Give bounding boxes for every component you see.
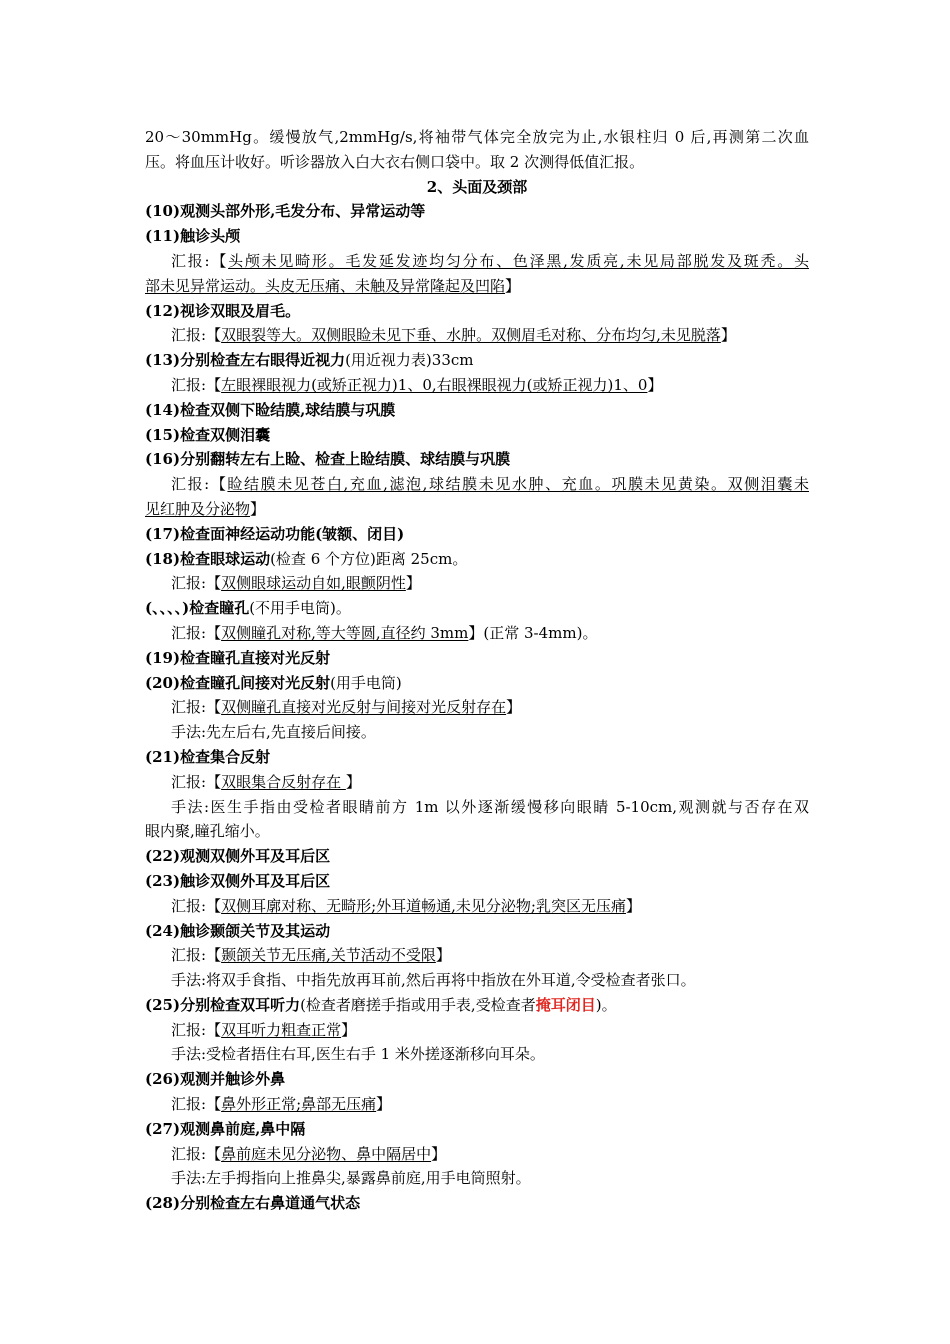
report-text: 双侧瞳孔直接对光反射与间接对光反射存在 (221, 698, 507, 717)
bracket-open: 【 (209, 475, 228, 494)
method-line: 眼内聚,瞳孔缩小。 (145, 822, 270, 841)
item-heading-bold: (25)分别检查双耳听力 (145, 995, 301, 1014)
item-heading: (10)观测头部外形,毛发分布、异常运动等 (145, 202, 426, 221)
report-label: 汇报: (171, 251, 210, 270)
item-heading-bold: (20)检查瞳孔间接对光反射 (145, 673, 331, 692)
report-label: 汇报: (171, 772, 207, 791)
item-heading: (17)检查面神经运动功能(皱额、闭目) (145, 524, 405, 543)
bracket-close: 】 (625, 896, 641, 915)
report-line (145, 770, 809, 795)
report-label: 汇报: (171, 946, 207, 965)
bracket-close: 】 (720, 326, 736, 345)
item-heading: (28)分别检查左右鼻道通气状态 (145, 1194, 361, 1213)
bracket-close: 】 (405, 574, 421, 593)
item-heading: (19)检查瞳孔直接对光反射 (145, 648, 331, 667)
report-label: 汇报: (171, 698, 207, 717)
report-note: (正常 3-4mm)。 (483, 623, 598, 642)
paragraph-line: 20～30mmHg。缓慢放气,2mmHg/s,将袖带气体完全放完为止,水银柱归 0 后,再测第二次血 (145, 128, 809, 146)
report-text: 头颅未见畸形。毛发延发迹均匀分布、色泽黑,发质亮,未见局部脱发及斑秃。头 (228, 251, 809, 270)
item-heading-note: (用手电筒) (330, 673, 402, 692)
item-heading-note: )。 (595, 995, 617, 1014)
report-line (145, 323, 809, 348)
item-heading: (22)观测双侧外耳及耳后区 (145, 847, 331, 866)
item-heading (145, 671, 809, 696)
item-heading (145, 993, 809, 1018)
bracket-open: 【 (206, 1144, 222, 1163)
report-text: 左眼裸眼视力(或矫正视力)1、0,右眼裸眼视力(或矫正视力)1、0 (221, 375, 648, 394)
item-heading-note: (不用手电筒)。 (249, 599, 351, 618)
bracket-open: 【 (206, 1020, 222, 1039)
paragraph-line: 压。将血压计收好。听诊器放入白大衣右侧口袋中。取 2 次测得低值汇报。 (145, 152, 645, 171)
report-line (145, 497, 809, 522)
report-line (145, 695, 809, 720)
item-heading: (21)检查集合反射 (145, 747, 271, 766)
bracket-open: 【 (206, 326, 222, 345)
bracket-close: 】 (468, 623, 484, 642)
report-line (145, 373, 809, 398)
bracket-close: 】 (250, 499, 266, 518)
item-heading-bold: (、、、、)检查瞳孔 (145, 599, 250, 618)
report-text: 鼻前庭未见分泌物、鼻中隔居中 (221, 1144, 432, 1163)
item-heading-note: (检查 6 个方位)距离 25cm。 (270, 549, 468, 568)
bracket-close: 】 (435, 946, 451, 965)
report-line (145, 1092, 809, 1117)
report-text: 睑结膜未见苍白,充血,滤泡,球结膜未见水肿、充血。巩膜未见黄染。双侧泪囊未 (227, 475, 809, 494)
item-heading: (23)触诊双侧外耳及耳后区 (145, 871, 331, 890)
bracket-close: 】 (647, 375, 663, 394)
bracket-open: 【 (206, 698, 222, 717)
item-heading (145, 596, 809, 621)
report-line (145, 1018, 809, 1043)
report-label: 汇报: (171, 623, 207, 642)
bracket-close: 】 (376, 1095, 392, 1114)
bracket-close: 】 (505, 276, 521, 295)
bracket-close: 】 (341, 1020, 357, 1039)
item-heading: (14)检查双侧下睑结膜,球结膜与巩膜 (145, 400, 396, 419)
report-line (145, 943, 809, 968)
bracket-open: 【 (209, 251, 229, 270)
report-text: 双侧眼球运动自如,眼颤阴性 (221, 574, 406, 593)
report-label: 汇报: (171, 896, 207, 915)
item-heading: (11)触诊头颅 (145, 227, 241, 246)
bracket-open: 【 (206, 946, 222, 965)
report-line (145, 274, 809, 299)
report-line (145, 472, 809, 497)
report-line (145, 571, 809, 596)
item-heading-bold: (13)分别检查左右眼得近视力 (145, 351, 346, 370)
item-heading: (26)观测并触诊外鼻 (145, 1070, 286, 1089)
section-title: 2、头面及颈部 (426, 177, 528, 196)
report-label: 汇报: (171, 375, 207, 394)
item-heading-note: (用近视力表)33cm (345, 351, 474, 370)
bracket-close: 】 (431, 1144, 447, 1163)
report-line (145, 894, 809, 919)
bracket-open: 【 (206, 1095, 222, 1114)
report-label: 汇报: (171, 1095, 207, 1114)
item-heading: (24)触诊颞颌关节及其运动 (145, 921, 331, 940)
method-line: 手法:将双手食指、中指先放再耳前,然后再将中指放在外耳道,令受检查者张口。 (171, 971, 696, 990)
report-text: 双眼集合反射存在 (221, 772, 346, 791)
report-text: 见红肿及分泌物 (145, 499, 251, 518)
bracket-close: 】 (345, 772, 361, 791)
item-heading: (16)分别翻转左右上睑、检查上睑结膜、球结膜与巩膜 (145, 450, 511, 469)
report-line (145, 1142, 809, 1167)
report-line (145, 249, 809, 274)
report-text: 双耳听力粗查正常 (221, 1020, 342, 1039)
method-line: 手法:左手拇指向上推鼻尖,暴露鼻前庭,用手电筒照射。 (171, 1169, 531, 1188)
report-text: 颞颌关节无压痛,关节活动不受限 (221, 946, 436, 965)
bracket-open: 【 (206, 772, 222, 791)
item-heading (145, 547, 809, 572)
item-heading: (27)观测鼻前庭,鼻中隔 (145, 1119, 306, 1138)
report-text: 部未见异常运动。头皮无压痛、未触及异常隆起及凹陷 (145, 276, 506, 295)
report-label: 汇报: (171, 574, 207, 593)
report-label: 汇报: (171, 1020, 207, 1039)
item-heading-note: (检查者磨搓手指或用手表,受检查者 (300, 995, 536, 1014)
report-label: 汇报: (171, 326, 207, 345)
bracket-open: 【 (206, 896, 222, 915)
document-body (145, 125, 809, 1216)
report-label: 汇报: (171, 1144, 207, 1163)
report-text: 双侧瞳孔对称,等大等圆,直径约 3mm (221, 623, 469, 642)
bracket-open: 【 (206, 623, 222, 642)
report-text: 双眼裂等大。双侧眼睑未见下垂、水肿。双侧眉毛对称、分布均匀,未见脱落 (221, 326, 721, 345)
report-text: 鼻外形正常;鼻部无压痛 (221, 1095, 377, 1114)
method-line: 手法:受检者捂住右耳,医生右手 1 米外搓逐渐移向耳朵。 (171, 1045, 545, 1064)
highlight-text: 掩耳闭目 (535, 995, 596, 1014)
bracket-close: 】 (506, 698, 522, 717)
item-heading-bold: (18)检查眼球运动 (145, 549, 271, 568)
report-text: 双侧耳廓对称、无畸形;外耳道畅通,未见分泌物;乳突区无压痛 (221, 896, 626, 915)
method-line: 手法:先左后右,先直接后间接。 (171, 723, 376, 742)
item-heading: (12)视诊双眼及眉毛。 (145, 301, 301, 320)
report-label: 汇报: (171, 475, 210, 494)
bracket-open: 【 (206, 574, 222, 593)
item-heading (145, 348, 809, 373)
report-line (145, 621, 809, 646)
item-heading: (15)检查双侧泪囊 (145, 425, 271, 444)
method-line: 手法:医生手指由受检者眼睛前方 1m 以外逐渐缓慢移向眼睛 5-10cm,观测就与否存在双 (171, 797, 809, 816)
bracket-open: 【 (206, 375, 222, 394)
